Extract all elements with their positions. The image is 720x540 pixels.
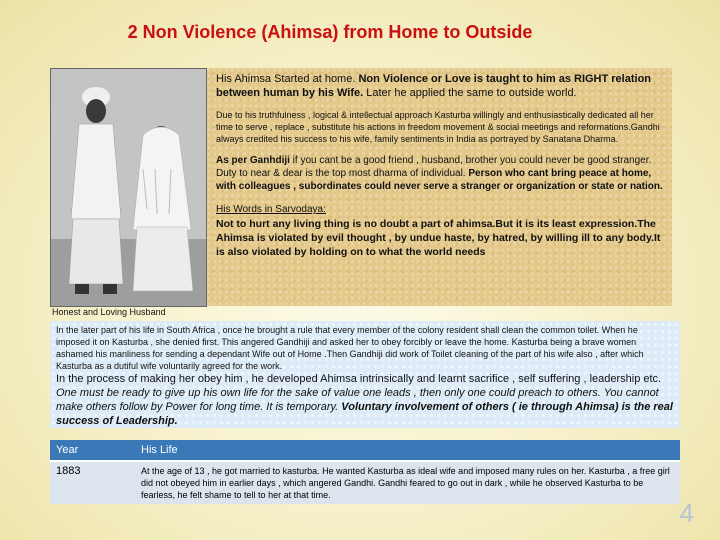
intro-text-box	[207, 68, 672, 306]
intro-paragraph-3	[216, 154, 663, 193]
table-cell-life: At the age of 13 , he got married to kasturba. He wanted Kasturba as ideal wife and imposed many rules on her. Kasturba , a free girl did not obeyed him in earlier days , which angered Gandhi. Gandhi feared to go out in dark , while he observed Kasturba to be fearless, he felt shame to tell to her at that time.	[135, 461, 680, 504]
intro-p3-bold2: Person who cant bring peace at home, with colleagues , subordinates could never serve a stranger or organization or state or nation.	[216, 168, 663, 192]
intro-p3-plain: if you cant be a good friend , husband, brother you could never be good stranger. Duty to near & dear is the top most dharma of individual.	[216, 155, 652, 179]
table-row	[50, 461, 680, 504]
photo-caption: Honest and Loving Husband	[52, 307, 166, 317]
sarvodaya-quote: Not to hurt any living thing is no doubt a part of ahimsa.But it is its least expression.The Ahimsa is violated by evil thought , by undue haste, by hatred, by willing ill to any body.It is also violated by holding on to what the world needs	[216, 218, 661, 258]
africa-p2-plain: In the process of making her obey him , he developed Ahimsa intrinsically and learnt sacrifice , self suffering , leadership etc.	[56, 373, 662, 385]
intro-paragraph-4	[216, 202, 663, 259]
south-africa-text-box	[50, 321, 680, 428]
table-cell-year: 1883	[50, 461, 135, 504]
table-header-row	[50, 440, 680, 461]
intro-paragraph-2: Due to his truthfulness , logical & intellectual approach Kasturba willingly and enthusiastically dedicated all her time to serve , replace , substitute his actions in freedom movement & social meetings and reformations.Gandhi always credited his success to his wife, family sentiments in India as portrayed by Sanatana Dharma.	[216, 110, 660, 144]
photo-gandhi-kasturba	[50, 68, 207, 307]
table-header-life: His Life	[135, 440, 680, 461]
africa-p2-bold-italic: Voluntary involvement of others ( ie through Ahimsa) is the real success of Leadership.	[56, 401, 673, 427]
intro-p1-bold: Non Violence or Love is taught to him as RIGHT relation between human by his Wife.	[216, 73, 652, 99]
couple-photo-illustration	[51, 69, 206, 306]
africa-p2-italic: One must be ready to give up his own life for the sake of value one leads , then only one could preach to others. You cannot make others follow by Power for long time. It is temporary.	[56, 387, 659, 413]
intro-p1-plain: His Ahimsa Started at home.	[216, 73, 359, 85]
africa-paragraph-2	[56, 372, 674, 428]
intro-p1-tail: Later he applied the same to outside world.	[363, 87, 577, 99]
intro-paragraph-1	[216, 72, 663, 100]
life-timeline-table	[50, 440, 680, 504]
table-header-year: Year	[50, 440, 135, 461]
africa-paragraph-1: In the later part of his life in South Africa , once he brought a rule that every member of the colony resident shall clean the common toilet. When he imposed it on Kasturba , she denied first. This angered Gandhiji and asked her to obey forcibly or leave the home. Kasturba being a brave women ashamed his manliness for sending a dependant Wife out of Home .Then Gandhiji did work of Toilet cleaning of the part of his wife also , after which Kasturba as a dutiful wife voluntarily agreed for the work.	[56, 325, 644, 371]
slide-title: 2 Non Violence (Ahimsa) from Home to Outside	[127, 22, 533, 42]
page-number: 4	[679, 498, 694, 528]
intro-p3-bold: As per Ganhdiji	[216, 155, 290, 166]
sarvodaya-heading: His Words in Sarvodaya:	[216, 204, 326, 215]
